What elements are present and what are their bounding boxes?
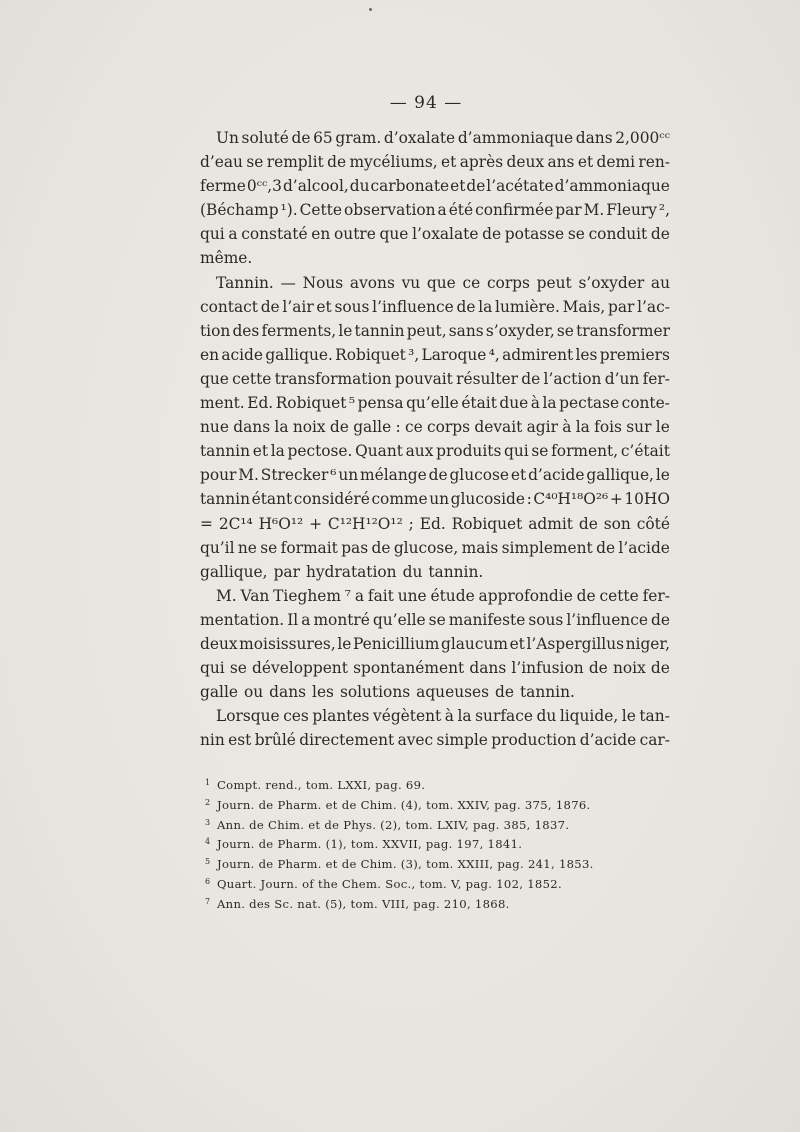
footnote (205, 793, 665, 813)
text-line: Un soluté de 65 gram. d’oxalate d’ammoniaque dans 2,000ᶜᶜ (216, 129, 670, 147)
text-line: Tannin. — Nous avons vu que ce corps peut s’oxyder au (216, 273, 670, 292)
footnote-text: Quart. Journ. of the Chem. Soc., tom. V, pag. 102, 1852. (217, 876, 562, 891)
footnote-mark: 6 (205, 876, 211, 886)
footnotes (205, 773, 665, 912)
footnote-mark: 4 (205, 837, 211, 847)
text-line: gallique, par hydratation du tannin. (200, 562, 484, 581)
footnote-mark: 5 (205, 857, 211, 867)
text-line: même. (200, 249, 253, 268)
footnote-text: Ann. de Chim. et de Phys. (2), tom. LXIV, pag. 385, 1837. (217, 817, 570, 832)
footnote-text: Journ. de Pharm. (1), tom. XXVII, pag. 197, 1841. (217, 837, 523, 852)
footnote-text: Ann. des Sc. nat. (5), tom. VIII, pag. 210, 1868. (217, 896, 510, 911)
footnote (205, 813, 665, 833)
footnote-text: Journ. de Pharm. et de Chim. (3), tom. XXIII, pag. 241, 1853. (217, 857, 594, 872)
text-line: galle ou dans les solutions aqueuses de tannin. (200, 683, 575, 702)
footnote (205, 832, 665, 852)
text-line: contact de l’air et sous l’influence de la lumière. Mais, par l’ac- (200, 297, 670, 316)
footnote (205, 773, 665, 793)
text-line: pour M. Strecker ⁶ un mélange de glucose et d’acide gallique, le (200, 466, 670, 485)
text-line: nue dans la noix de galle : ce corps devait agir à la fois sur le (200, 418, 670, 437)
text-line: deux moisissures, le Penicillium glaucum et l’Aspergillus niger, (200, 634, 670, 653)
body-text (200, 126, 670, 752)
text-line: d’eau se remplit de mycéliums, et après deux ans et demi ren- (200, 153, 670, 172)
text-line: Lorsque ces plantes végètent à la surface du liquide, le tan- (216, 707, 670, 726)
ink-speck (369, 8, 372, 11)
text-line: tannin étant considéré comme un glucoside : C⁴⁰H¹⁸O²⁶ + 10HO (200, 490, 670, 509)
text-line: mentation. Il a montré qu’elle se manifeste sous l’influence de (200, 610, 670, 629)
text-line: (Béchamp ¹). Cette observation a été confirmée par M. Fleury ², (200, 201, 670, 220)
footnote-mark: 2 (205, 797, 211, 807)
footnote-text: Compt. rend., tom. LXXI, pag. 69. (217, 778, 426, 792)
text-line: qu’il ne se formait pas de glucose, mais simplement de l’acide (200, 538, 670, 557)
text-line: tion des ferments, le tannin peut, sans s’oxyder, se transformer (200, 321, 670, 340)
footnote-mark: 1 (205, 778, 211, 787)
footnote-mark: 3 (205, 817, 211, 827)
text-line: que cette transformation pouvait résulter de l’action d’un fer- (200, 369, 670, 388)
footnote (205, 852, 665, 872)
footnote-mark: 7 (205, 896, 211, 906)
text-line: qui a constaté en outre que l’oxalate de potasse se conduit de (200, 225, 670, 244)
text-line: tannin et la pectose. Quant aux produits qui se forment, c’était (200, 442, 670, 461)
page-number: — 94 — (389, 93, 463, 113)
text-line: = 2C¹⁴ H⁶O¹² + C¹²H¹²O¹² ; Ed. Robiquet admit de son côté (200, 514, 670, 533)
footnote (205, 892, 665, 912)
text-line: ment. Ed. Robiquet ⁵ pensa qu’elle était due à la pectase conte- (200, 394, 670, 413)
text-line: nin est brûlé directement avec simple production d’acide car- (200, 731, 670, 750)
text-line: M. Van Tieghem ⁷ a fait une étude approfondie de cette fer- (216, 586, 670, 605)
text-line: qui se développent spontanément dans l’infusion de noix de (200, 659, 670, 678)
footnote (205, 872, 665, 892)
text-line: en acide gallique. Robiquet ³, Laroque ⁴, admirent les premiers (200, 345, 670, 364)
footnote-text: Journ. de Pharm. et de Chim. (4), tom. XXIV, pag. 375, 1876. (217, 797, 591, 812)
text-line: ferme 0ᶜᶜ,3 d’alcool, du carbonate et de l’acétate d’ammoniaque (200, 177, 670, 196)
